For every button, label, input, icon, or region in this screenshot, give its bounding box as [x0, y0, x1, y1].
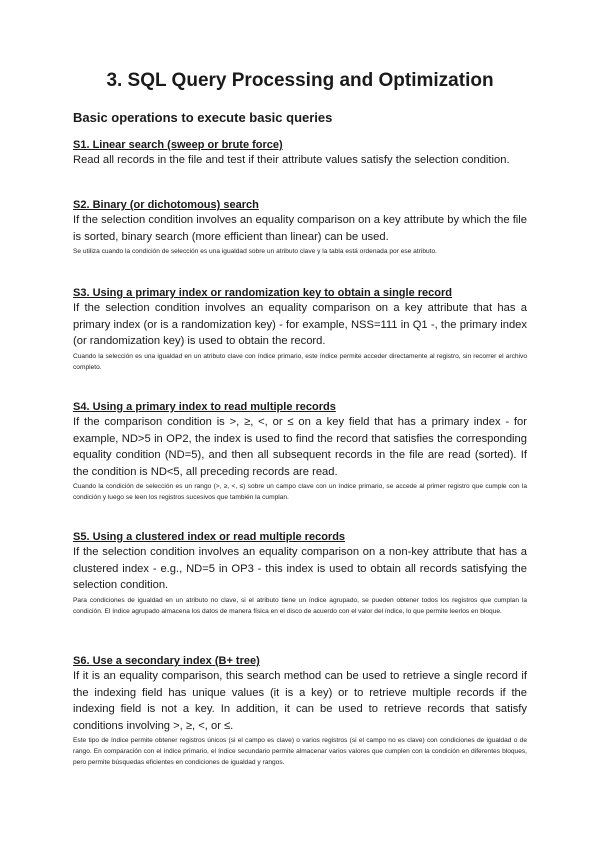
section-body: If the comparison condition is >, ≥, <, or ≤ on a key field that has a primary index - for example, ND>5 in OP2, the index is used to find the record that satisfies the corresponding equality condition (ND=5), and then all subsequent records in the file are read (sorted). If the condition is ND<5, all preceding records are read.	[73, 416, 527, 478]
section-s2	[73, 198, 527, 257]
section-note: Cuando la selección es una igualdad en un atributo clave con índice primario, este índice permite acceder directamente al registro, sin recorrer el archivo completo.	[73, 352, 527, 371]
section-heading: S4. Using a primary index to read multiple records	[73, 401, 336, 413]
section-s5	[73, 530, 527, 617]
section-s4	[73, 400, 527, 503]
section-heading: S6. Use a secondary index (B+ tree)	[73, 655, 260, 667]
section-body: If it is an equality comparison, this search method can be used to retrieve a single record if the indexing field has unique values (it is a key) or to retrieve multiple records if the indexing field is not a key. In addition, it can be used to retrieve records that satisfy conditions involving >, ≥, <, or ≤.	[73, 670, 527, 732]
section-note: Cuando la condición de selección es un rango (>, ≥, <, ≤) sobre un campo clave con un índice primario, se accede al primer registro que cumple con la condición y luego se leen los registros sucesivos que también la cumplan.	[73, 483, 527, 501]
section-heading: S5. Using a clustered index or read multiple records	[73, 531, 346, 543]
section-body: If the selection condition involves an equality comparison on a key attribute that has a primary index (or is a randomization key) - for example, NSS=111 in Q1 -, the primary index (or randomization key) is used to obtain the record.	[73, 302, 527, 347]
section-s6	[73, 654, 527, 768]
section-note: Este tipo de índice permite obtener registros únicos (si el campo es clave) o varios registros (si el campo no es clave) con condiciones de igualdad o de rango. En comparación con el índice primario, el índice secundario permite almacenar varios valores que cumplen con la condición en diferentes bloques, pero permite búsquedas eficientes en condiciones de igualdad y rangos.	[73, 737, 527, 766]
section-heading: S2. Binary (or dichotomous) search	[73, 199, 259, 211]
section-body: If the selection condition involves an equality comparison on a key attribute by which the file is sorted, binary search (more efficient than linear) can be used.	[73, 214, 527, 243]
section-body: If the selection condition involves an equality comparison on a non-key attribute that has a clustered index - e.g., ND=5 in OP3 - this index is used to obtain all records satisfying the selection condition.	[73, 546, 527, 591]
section-body: Read all records in the file and test if their attribute values satisfy the selection condition.	[73, 154, 510, 166]
page-subtitle: Basic operations to execute basic queries	[73, 110, 333, 125]
section-heading: S3. Using a primary index or randomization key to obtain a single record	[73, 287, 452, 299]
section-s3	[73, 286, 527, 373]
section-s1	[73, 138, 527, 169]
section-note: Se utiliza cuando la condición de selección es una igualdad sobre un atributo clave y la tabla está ordenada por ese atributo.	[73, 248, 437, 255]
section-heading: S1. Linear search (sweep or brute force)	[73, 139, 283, 151]
section-note: Para condiciones de igualdad en un atributo no clave, si el atributo tiene un índice agrupado, se pueden obtener todos los registros que cumplan la condición. El índice agrupado almacena los datos de manera física en el disco de acuerdo con el valor del índice, lo que permite leerlos en bloque.	[73, 596, 527, 615]
page-title: 3. SQL Query Processing and Optimization	[106, 70, 494, 91]
